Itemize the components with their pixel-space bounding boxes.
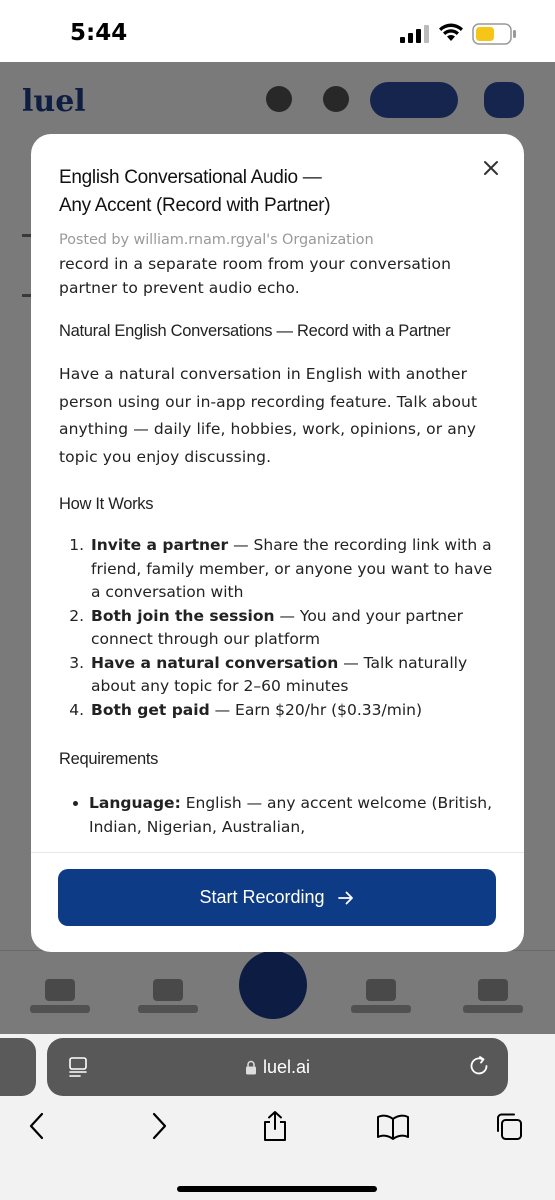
forward-icon[interactable] xyxy=(144,1110,174,1142)
step-text: — Share the recording link with a friend, family member, or anyone you want to have a conversation with xyxy=(91,536,493,601)
section-heading-requirements: Requirements xyxy=(59,750,159,768)
task-description: Have a natural conversation in English with another person using our in-app recording feature. Talk about anything — daily life, hobbies, work, opinions, or any topic you enjoy discussing. xyxy=(59,365,478,466)
footer-divider xyxy=(31,852,524,853)
url-text: luel.ai xyxy=(262,1056,311,1077)
step-text: — You and your partner connect through our platform xyxy=(91,606,463,648)
previous-tab-preview[interactable] xyxy=(0,1038,36,1096)
section-heading-how: How It Works xyxy=(59,495,154,513)
back-icon[interactable] xyxy=(22,1110,52,1142)
close-icon xyxy=(483,160,499,176)
wifi-icon xyxy=(438,22,464,42)
battery-icon xyxy=(472,23,518,45)
intro-note: record in a separate room from your conversation partner to prevent audio echo. xyxy=(59,255,452,297)
list-item xyxy=(89,534,499,605)
browser-chrome xyxy=(0,1034,555,1200)
step-text: — Talk naturally about any topic for 2–60 minutes xyxy=(91,653,468,695)
home-indicator xyxy=(177,1186,377,1192)
requirement-text: English — any accent welcome (British, Indian, Nigerian, Australian, xyxy=(89,794,493,836)
close-button[interactable] xyxy=(475,152,507,184)
step-title: Both get paid xyxy=(91,700,210,719)
section-heading-main: Natural English Conversations — Record with a Partner xyxy=(59,322,451,340)
status-time: 5:44 xyxy=(70,20,128,46)
posted-by: Posted by william.rnam.rgyal's Organization xyxy=(59,232,374,248)
lock-icon xyxy=(245,1060,257,1075)
modal-title-line: English Conversational Audio — xyxy=(59,167,322,188)
start-recording-button[interactable] xyxy=(58,869,496,926)
tabs-icon[interactable] xyxy=(494,1110,524,1142)
modal-scroll-content[interactable] xyxy=(59,230,499,852)
step-text: — Earn $20/hr ($0.33/min) xyxy=(209,700,423,719)
requirement-title: Language: xyxy=(89,794,181,812)
step-title: Both join the session xyxy=(91,606,275,625)
list-item xyxy=(89,652,499,699)
cellular-signal-icon xyxy=(400,25,430,43)
step-title: Have a natural conversation xyxy=(91,653,339,672)
start-recording-label: Start Recording xyxy=(199,887,325,907)
list-item xyxy=(89,791,499,839)
share-icon[interactable] xyxy=(260,1110,290,1142)
task-modal xyxy=(31,134,524,952)
address-bar[interactable] xyxy=(47,1038,508,1096)
status-bar xyxy=(0,0,555,62)
reload-icon[interactable] xyxy=(467,1054,491,1078)
list-item xyxy=(89,605,499,652)
bookmarks-icon[interactable] xyxy=(376,1110,410,1142)
list-item xyxy=(89,699,499,723)
arrow-right-icon xyxy=(337,890,355,906)
requirements-list xyxy=(59,791,499,839)
url-display[interactable] xyxy=(47,1038,508,1096)
modal-title xyxy=(59,164,439,220)
step-title: Invite a partner xyxy=(91,536,229,554)
steps-list xyxy=(59,534,499,722)
modal-title-line: Any Accent (Record with Partner) xyxy=(59,195,331,216)
